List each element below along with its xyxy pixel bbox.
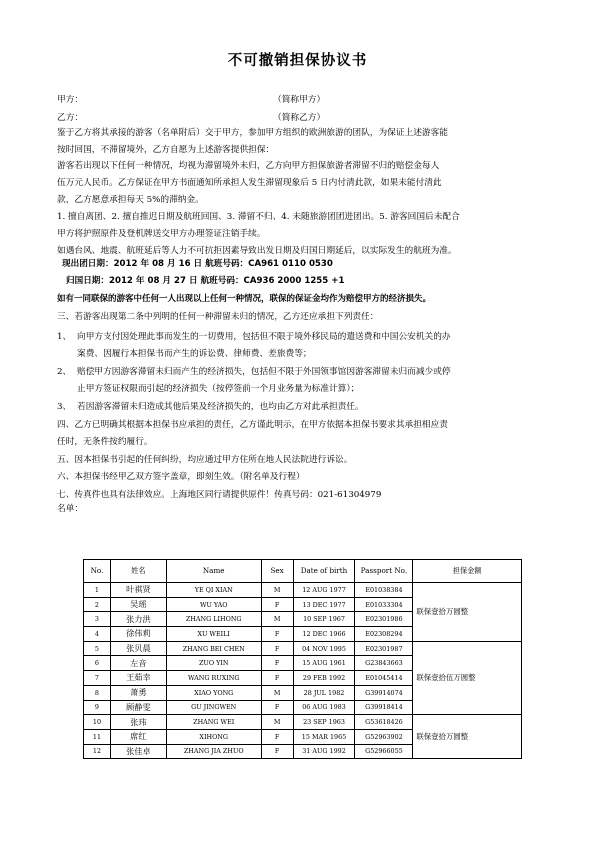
header-name: Name xyxy=(166,560,261,583)
cell-cn-name: 萧勇 xyxy=(110,685,166,700)
header-guarantee: 担保金额 xyxy=(413,560,522,583)
clause-3-item-2-line2: 止甲方签证权限而引起的经济损失（按停签前一个月业务量为标准计算）； xyxy=(77,384,360,394)
cell-cn-name: 叶祺贤 xyxy=(110,583,166,598)
cell-dob: 15 MAR 1965 xyxy=(293,729,355,744)
header-dob: Date of birth xyxy=(293,560,355,583)
cell-dob: 04 NOV 1995 xyxy=(293,641,355,656)
document-title: 不可撤销担保协议书 xyxy=(227,53,368,69)
cell-dob: 12 DEC 1966 xyxy=(293,627,355,642)
cell-cn-name: 张佳卓 xyxy=(110,744,166,759)
cell-dob: 06 AUG 1983 xyxy=(293,700,355,715)
joint-guarantee-statement: 如有一同联保的游客中任何一人出现以上任何一种情况，联保的保证金均作为赔偿甲方的经济损失。 xyxy=(57,294,432,304)
clause-3-item-1-num: 1、 xyxy=(57,332,72,342)
para4: 如遇台风、地震、航班延后等人力不可抗拒因素导致出发日期及归国日期延后，以实际发生的航班为准。 xyxy=(57,246,457,256)
para2-line1: 游客若出现以下任何一种情况，均视为滞留境外未归，乙方向甲方担保旅游者滞留不归的赔偿金每人 xyxy=(57,161,440,171)
cell-cn-name: 徐伟莉 xyxy=(110,627,166,642)
cell-sex: F xyxy=(261,597,293,612)
cell-sex: F xyxy=(261,656,293,671)
cell-name: WU YAO xyxy=(166,597,261,612)
cell-cn-name: 左音 xyxy=(110,656,166,671)
para1-line1: 鉴于乙方将其承接的游客（名单附后）交于甲方，参加甲方组织的欧洲旅游的团队，为保证上述游客能 xyxy=(57,128,448,138)
clause-6: 六、本担保书经甲乙双方签字盖章，即刻生效。（附名单及行程） xyxy=(57,472,305,482)
traveler-table xyxy=(83,559,522,759)
table-row xyxy=(84,583,522,598)
header-cn-name: 姓名 xyxy=(110,560,166,583)
cell-passport: E01045414 xyxy=(355,671,413,686)
cell-dob: 29 FEB 1992 xyxy=(293,671,355,686)
clause-3: 三、若游客出现第二条中列明的任何一种滞留未归的情况，乙方还应承担下列责任： xyxy=(57,312,379,322)
guarantee-group-1: 联保壹拾万圆整 xyxy=(413,583,522,642)
cell-name: ZHANG WEI xyxy=(166,715,261,730)
cell-name: ZUO YIN xyxy=(166,656,261,671)
clause-7: 七、传真件也具有法律效应。上海地区同行请提供原件！传真号码：021-61304979 xyxy=(57,490,382,500)
party-b-note: （简称乙方） xyxy=(273,113,326,123)
clause-3-item-1-line1: 向甲方支付因处理此事而发生的一切费用，包括但不限于境外移民局的遣送费和中国公安机关的办 xyxy=(77,332,451,342)
cell-cn-name: 张贝晨 xyxy=(110,641,166,656)
cell-name: GU JINGWEN xyxy=(166,700,261,715)
cell-sex: F xyxy=(261,671,293,686)
cell-sex: F xyxy=(261,700,293,715)
clause-3-item-3-line1: 若因游客滞留未归造成其他后果及经济损失的，也均由乙方对此承担责任。 xyxy=(77,402,364,412)
return-flight: CA936 2000 1255 +1 xyxy=(243,276,345,286)
cell-no: 3 xyxy=(84,612,111,627)
cell-no: 6 xyxy=(84,656,111,671)
cell-name: WANG RUXING xyxy=(166,671,261,686)
para3-line1: 1. 擅自离团、2. 擅自推迟日期及航班回国、3. 滞留不归、4. 未随旅游团团进团出。5. 游客回国后未配合 xyxy=(57,212,460,222)
cell-no: 5 xyxy=(84,641,111,656)
cell-dob: 15 AUG 1961 xyxy=(293,656,355,671)
header-no: No. xyxy=(84,560,111,583)
cell-no: 1 xyxy=(84,583,111,598)
party-a-note: （简称甲方） xyxy=(273,95,326,105)
namelist-label: 名单： xyxy=(57,504,84,514)
return-date: 2012 年 08 月 27 日 xyxy=(108,276,198,286)
cell-sex: M xyxy=(261,612,293,627)
cell-no: 4 xyxy=(84,627,111,642)
party-a-label: 甲方： xyxy=(57,95,84,105)
cell-passport: G52963902 xyxy=(355,729,413,744)
return-label: 归国日期： xyxy=(66,276,109,286)
cell-dob: 23 SEP 1963 xyxy=(293,715,355,730)
cell-no: 8 xyxy=(84,685,111,700)
cell-passport: G39914074 xyxy=(355,685,413,700)
clause-3-item-3-num: 3、 xyxy=(57,402,72,412)
header-sex: Sex xyxy=(261,560,293,583)
cell-passport: E02308294 xyxy=(355,627,413,642)
departure-label: 现出团日期： xyxy=(62,259,114,269)
cell-cn-name: 顾静雯 xyxy=(110,700,166,715)
return-flight-label: 航班号码： xyxy=(200,276,244,286)
departure-flight: CA961 0110 0530 xyxy=(248,259,333,269)
cell-sex: M xyxy=(261,583,293,598)
cell-passport: G53618426 xyxy=(355,715,413,730)
cell-dob: 12 AUG 1977 xyxy=(293,583,355,598)
para2-line2: 伍万元人民币。乙方保证在甲方书面通知所承担人发生滞留现象后 5 日内付清此款，如果未能付清此 xyxy=(57,178,442,188)
clause-3-item-2-line1: 赔偿甲方因游客滞留未归而产生的经济损失，包括但不限于外国领事馆因游客滞留未归而减少或停 xyxy=(77,367,451,377)
cell-dob: 31 AUG 1992 xyxy=(293,744,355,759)
party-b-label: 乙方： xyxy=(57,113,84,123)
cell-sex: F xyxy=(261,729,293,744)
cell-cn-name: 席红 xyxy=(110,729,166,744)
cell-sex: F xyxy=(261,744,293,759)
table-header-row xyxy=(84,560,522,583)
cell-name: XIAO YONG xyxy=(166,685,261,700)
cell-name: ZHANG LIHONG xyxy=(166,612,261,627)
cell-cn-name: 张力洪 xyxy=(110,612,166,627)
cell-sex: M xyxy=(261,715,293,730)
clause-3-item-2-num: 2、 xyxy=(57,367,72,377)
cell-cn-name: 吴瑶 xyxy=(110,597,166,612)
cell-name: YE QI XIAN xyxy=(166,583,261,598)
cell-name: ZHANG BEI CHEN xyxy=(166,641,261,656)
cell-passport: E01033304 xyxy=(355,597,413,612)
para3-line2: 甲方将护照原件及登机牌送交甲方办理签证注销手续。 xyxy=(57,229,266,239)
para2-line3: 款，乙方愿意承担每天 5%的滞纳金。 xyxy=(57,195,204,205)
cell-no: 2 xyxy=(84,597,111,612)
cell-name: XIHONG xyxy=(166,729,261,744)
clause-4-line1: 四、乙方已明确其根据本担保书应承担的责任，乙方谨此明示，在甲方依据本担保书要求其承担相应责 xyxy=(57,420,448,430)
guarantee-group-2: 联保壹拾伍万圆整 xyxy=(413,641,522,714)
cell-no: 11 xyxy=(84,729,111,744)
cell-passport: G39918414 xyxy=(355,700,413,715)
header-passport: Passport No. xyxy=(355,560,413,583)
table-row xyxy=(84,715,522,730)
cell-name: ZHANG JIA ZHUO xyxy=(166,744,261,759)
departure-flight-label: 航班号码： xyxy=(205,259,249,269)
cell-cn-name: 王茹幸 xyxy=(110,671,166,686)
cell-passport: G52966055 xyxy=(355,744,413,759)
cell-dob: 13 DEC 1977 xyxy=(293,597,355,612)
cell-no: 12 xyxy=(84,744,111,759)
departure-line xyxy=(62,259,333,270)
guarantee-group-3: 联保壹拾万圆整 xyxy=(413,715,522,759)
cell-sex: M xyxy=(261,685,293,700)
cell-no: 7 xyxy=(84,671,111,686)
clause-4-line2: 任时，无条件按约履行。 xyxy=(57,437,153,447)
clause-3-item-1-line2: 案费、因履行本担保书而产生的诉讼费、律师费、差旅费等； xyxy=(77,349,312,359)
cell-no: 9 xyxy=(84,700,111,715)
table-row xyxy=(84,641,522,656)
clause-5: 五、因本担保书引起的任何纠纷，均应通过甲方住所在地人民法院进行诉讼。 xyxy=(57,455,353,465)
cell-passport: E02301986 xyxy=(355,612,413,627)
cell-sex: F xyxy=(261,627,293,642)
cell-dob: 10 SEP 1967 xyxy=(293,612,355,627)
departure-date: 2012 年 08 月 16 日 xyxy=(113,259,203,269)
para1-line2: 按时回国，不滞留境外，乙方自愿为上述游客提供担保： xyxy=(57,145,275,155)
cell-no: 10 xyxy=(84,715,111,730)
cell-passport: E01038384 xyxy=(355,583,413,598)
return-line xyxy=(66,276,344,287)
cell-passport: E02301987 xyxy=(355,641,413,656)
cell-name: XU WEILI xyxy=(166,627,261,642)
cell-cn-name: 张玮 xyxy=(110,715,166,730)
cell-sex: F xyxy=(261,641,293,656)
cell-passport: G23843663 xyxy=(355,656,413,671)
cell-dob: 28 JUL 1982 xyxy=(293,685,355,700)
